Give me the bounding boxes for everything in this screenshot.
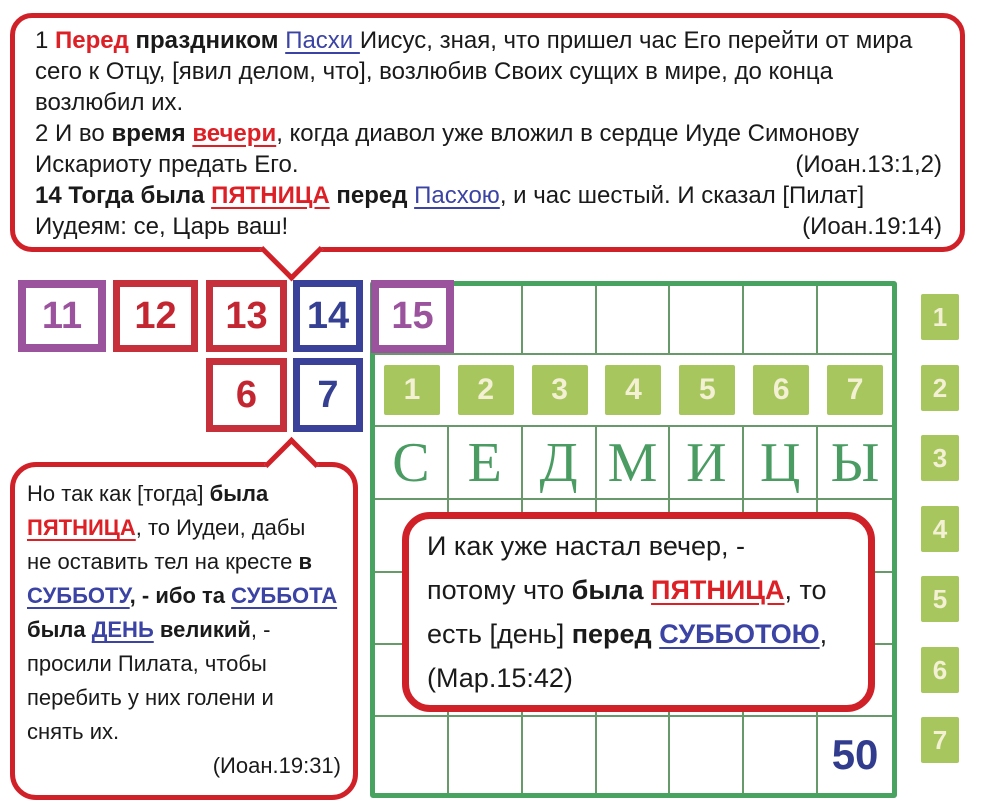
scripture-text-john-13 xyxy=(35,25,942,242)
text-line xyxy=(427,524,850,568)
grid-cell-week7-day3 xyxy=(523,717,597,793)
grid-cell-week2-day3 xyxy=(523,355,597,427)
text-line xyxy=(427,656,850,700)
text-line xyxy=(35,118,942,149)
scripture-callout-mark-15-42 xyxy=(402,512,875,712)
sedmitsy-letter: Е xyxy=(467,431,502,494)
grid-cell-week2-day2 xyxy=(449,355,523,427)
grid-cell-week7-day7 xyxy=(818,717,892,793)
week-number-rail xyxy=(918,281,964,798)
sedmitsy-letter: Ы xyxy=(830,431,880,494)
text-line xyxy=(35,180,942,211)
text-segment: 2 И во xyxy=(35,120,112,147)
text-line xyxy=(27,715,341,749)
day-box-11-label: 11 xyxy=(41,294,83,337)
text-line xyxy=(27,511,341,545)
grid-cell-week3-day6 xyxy=(744,427,818,500)
grid-cell-week1-day2 xyxy=(449,286,523,355)
text-segment: сего к Отцу, [явил делом, что], возлюбив Своих сущих в мире, до конца xyxy=(35,58,833,85)
text-segment: в xyxy=(298,549,313,574)
text-segment: ПЯТНИЦА xyxy=(27,515,136,540)
grid-cell-week1-day7 xyxy=(818,286,892,355)
text-segment: Искариоту предать Его. xyxy=(35,151,299,178)
week-number-square: 1 xyxy=(921,294,959,340)
text-segment: Пасхою xyxy=(414,182,500,209)
day-box-12 xyxy=(113,280,198,352)
scripture-text-mark-15-42 xyxy=(427,524,850,700)
text-segment: перебить у них голени и xyxy=(27,685,274,710)
text-segment: И как уже настал вечер, - xyxy=(427,531,746,561)
text-segment: , - xyxy=(250,617,271,642)
text-segment: просили Пилата, чтобы xyxy=(27,651,267,676)
grid-cell-week7-day2 xyxy=(449,717,523,793)
grid-cell-week3-day2 xyxy=(449,427,523,500)
verse-reference: (Иоан.13:1,2) xyxy=(795,151,942,178)
text-segment: праздником xyxy=(128,27,286,54)
text-segment: вечери xyxy=(192,120,277,147)
grid-cell-week1-day4 xyxy=(597,286,671,355)
text-segment: ДЕНЬ xyxy=(91,617,154,642)
verse-reference: (Иоан.19:14) xyxy=(802,213,942,240)
scripture-callout-john-13 xyxy=(10,13,965,252)
grid-cell-week1-day6 xyxy=(744,286,818,355)
text-segment: есть [день] xyxy=(427,619,572,649)
text-segment: была xyxy=(571,575,652,605)
text-segment: Иисус, зная, что пришел час Его перейти от мира xyxy=(359,27,913,54)
text-line xyxy=(27,749,341,783)
text-segment: была xyxy=(209,481,269,506)
text-segment: СУББОТУ xyxy=(27,583,130,608)
week-number-square: 6 xyxy=(921,647,959,693)
text-line xyxy=(27,579,341,613)
text-segment: снять их. xyxy=(27,719,120,744)
text-line xyxy=(35,211,942,242)
text-segment: великий xyxy=(153,617,251,642)
sedmitsy-letter: С xyxy=(392,431,430,494)
day-box-11 xyxy=(18,280,106,352)
grid-cell-week3-day3 xyxy=(523,427,597,500)
day-box-12-label: 12 xyxy=(134,294,177,337)
text-line xyxy=(35,87,942,118)
text-segment: , xyxy=(819,619,828,649)
week-number-square: 5 xyxy=(921,576,959,622)
grid-cell-week3-day7 xyxy=(818,427,892,500)
text-segment: Пасхи xyxy=(285,27,360,54)
text-line xyxy=(27,647,341,681)
day-number-square: 1 xyxy=(384,365,440,415)
text-line xyxy=(27,477,341,511)
day-number-square: 2 xyxy=(458,365,514,415)
grid-cell-week3-day1 xyxy=(375,427,449,500)
text-segment: Перед xyxy=(55,27,129,54)
text-segment: перед xyxy=(329,182,415,209)
sedmitsy-letter: Д xyxy=(539,431,578,494)
text-line xyxy=(27,545,341,579)
day-box-14 xyxy=(293,280,363,352)
week-number-square: 7 xyxy=(921,717,959,763)
day-number-square: 4 xyxy=(605,365,661,415)
text-segment: потому что xyxy=(427,575,572,605)
text-line xyxy=(35,149,942,180)
text-segment: время xyxy=(111,120,193,147)
week-number-square: 2 xyxy=(921,365,959,411)
text-segment: 1 xyxy=(35,27,56,54)
text-segment: , то xyxy=(784,575,827,605)
text-segment: Иудеям: се, Царь ваш! xyxy=(35,213,289,240)
text-segment: СУББОТА xyxy=(231,583,338,608)
sedmitsy-letter: И xyxy=(686,431,727,494)
scripture-text-john-19-31 xyxy=(27,477,341,783)
sedmitsy-letter: Ц xyxy=(759,431,801,494)
day-box-7 xyxy=(293,358,363,432)
text-line xyxy=(427,568,850,612)
grid-cell-week7-day5 xyxy=(670,717,744,793)
text-segment: , - ибо та xyxy=(129,583,232,608)
text-line xyxy=(35,56,942,87)
grid-cell-week2-day7 xyxy=(818,355,892,427)
grid-cell-week3-day4 xyxy=(597,427,671,500)
text-line xyxy=(27,613,341,647)
day-box-7-label: 7 xyxy=(317,373,339,416)
day-box-15 xyxy=(371,280,454,353)
day-number-square: 6 xyxy=(753,365,809,415)
grid-cell-week3-day5 xyxy=(670,427,744,500)
text-segment: возлюбил их. xyxy=(35,89,184,116)
grid-cell-week2-day5 xyxy=(670,355,744,427)
verse-reference: (Иоан.19:31) xyxy=(212,753,341,778)
day-number-square: 3 xyxy=(532,365,588,415)
grid-cell-week1-day3 xyxy=(523,286,597,355)
text-segment: (Мар.15:42) xyxy=(427,663,573,693)
text-segment: ПЯТНИЦА xyxy=(651,575,785,605)
day-box-13-label: 13 xyxy=(225,294,268,337)
grid-cell-week7-day6 xyxy=(744,717,818,793)
grid-cell-week2-day1 xyxy=(375,355,449,427)
day-number-square: 5 xyxy=(679,365,735,415)
day-box-13 xyxy=(206,280,287,352)
text-segment: ПЯТНИЦА xyxy=(211,182,330,209)
text-line xyxy=(35,25,942,56)
text-segment: , то Иудеи, дабы xyxy=(135,515,306,540)
text-line xyxy=(427,612,850,656)
day-box-15-label: 15 xyxy=(391,295,434,337)
grid-cell-week1-day5 xyxy=(670,286,744,355)
day-box-6 xyxy=(206,358,287,432)
scripture-callout-john-19-31 xyxy=(10,462,358,800)
sedmitsy-letter: М xyxy=(607,431,658,494)
grid-cell-week2-day6 xyxy=(744,355,818,427)
day-box-6-label: 6 xyxy=(235,373,258,416)
week-number-square: 4 xyxy=(921,506,959,552)
text-segment: СУББОТОЮ xyxy=(659,619,820,649)
text-segment: была xyxy=(27,617,92,642)
text-segment: , и час шестый. И сказал [Пилат] xyxy=(499,182,865,209)
text-segment: Но так как [тогда] xyxy=(27,481,210,506)
grid-cell-week7-day1 xyxy=(375,717,449,793)
day-box-14-label: 14 xyxy=(306,294,350,337)
text-segment: , когда диавол уже вложил в сердце Иуде Симонову xyxy=(276,120,860,147)
text-segment: перед xyxy=(571,619,660,649)
text-segment: 14 Тогда была xyxy=(35,182,212,209)
grid-cell-week7-day4 xyxy=(597,717,671,793)
text-line xyxy=(27,681,341,715)
total-days-label: 50 xyxy=(831,731,879,778)
week-number-square: 3 xyxy=(921,435,959,481)
text-segment: не оставить тел на кресте xyxy=(27,549,299,574)
grid-cell-week2-day4 xyxy=(597,355,671,427)
day-number-square: 7 xyxy=(827,365,883,415)
